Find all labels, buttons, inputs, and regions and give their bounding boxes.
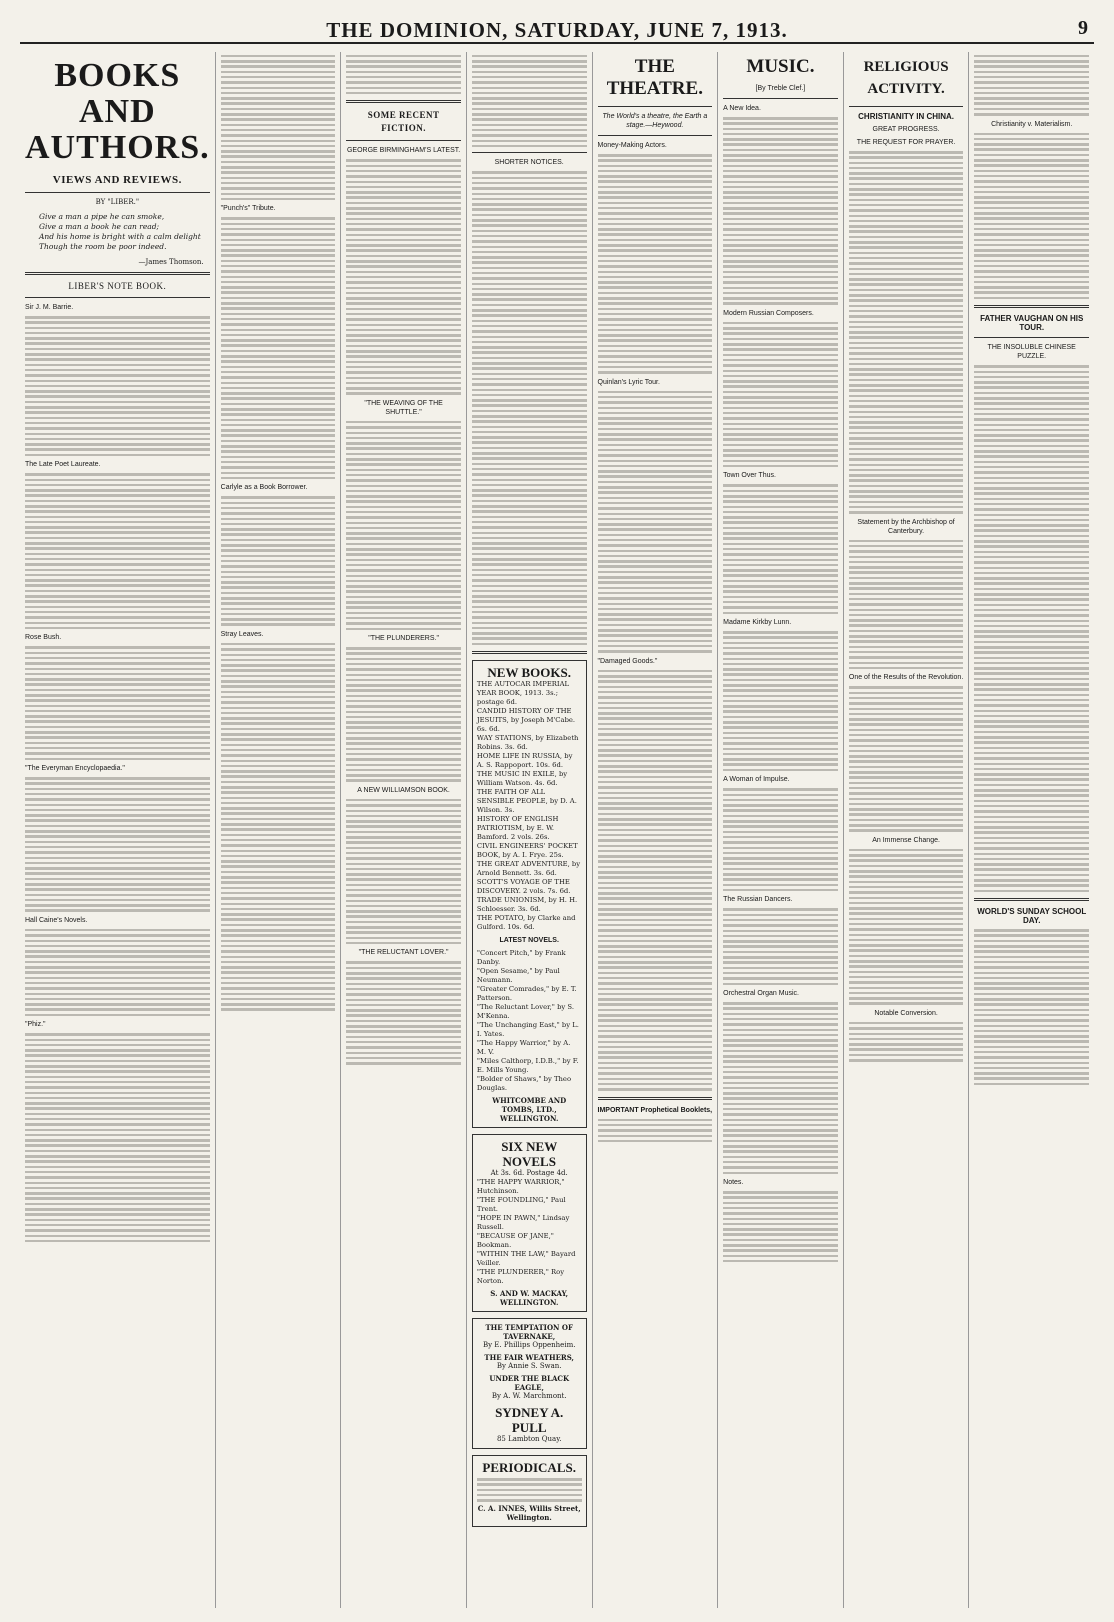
article-subhead: Hall Caine's Novels. (25, 916, 88, 924)
article-text (346, 647, 461, 782)
article-text (25, 646, 210, 760)
article-text (723, 908, 838, 985)
book-listing: THE POTATO, by Clarke and Gulford. 10s. 6d. (476, 914, 576, 932)
poem-line: Though the room be poor indeed. (39, 242, 167, 251)
book-listing: HISTORY OF ENGLISH PATRIOTISM, by E. W. Bamford. 2 vols. 26s. (476, 815, 559, 842)
new-books-ad (472, 660, 587, 1128)
novel-listing: "Miles Calthorp, I.D.B.," by F. E. Mills Young. (476, 1057, 579, 1075)
fiction-item-head: "THE RELUCTANT LOVER." (358, 949, 449, 957)
sydney-pull-name: SYDNEY A. PULL (495, 1405, 564, 1436)
novel-listing: "Open Sesame," by Paul Neumann. (476, 967, 560, 985)
article-subhead: An Immense Change. (872, 836, 940, 844)
sunday-school-heading: WORLD'S SUNDAY SCHOOL DAY. (977, 907, 1087, 926)
prophetical-ad: IMPORTANT Prophetical Booklets, (597, 1106, 713, 1114)
article-text (974, 133, 1089, 300)
article-subhead: "Phiz." (25, 1021, 46, 1029)
article-text (472, 171, 587, 645)
article-text (25, 316, 210, 456)
six-novels-ad (472, 1134, 587, 1312)
article-text (25, 929, 210, 1016)
article-text (598, 154, 713, 374)
article-subhead: A New Idea. (723, 105, 761, 112)
fiction-item-head: "THE PLUNDERERS." (368, 635, 439, 643)
article-text (221, 643, 336, 1011)
books-byline: BY "LIBER." (95, 198, 140, 206)
latest-novels-head: LATEST NOVELS. (499, 937, 559, 945)
article-text (723, 117, 838, 305)
religious-subheading-2: GREAT PROGRESS. (872, 126, 940, 133)
article-text (849, 1022, 964, 1062)
novel-listing: "WITHIN THE LAW," Bayard Veiller. (476, 1250, 576, 1268)
books-subheading: VIEWS AND REVIEWS. (52, 174, 182, 186)
article-subhead: "The Everyman Encyclopaedia." (25, 765, 125, 773)
column-4 (467, 52, 593, 1608)
column-1 (20, 52, 216, 1608)
article-subhead: The Russian Dancers. (723, 896, 793, 904)
fiction-subheading: GEORGE BIRMINGHAM'S LATEST. (346, 147, 461, 155)
article-subhead: Stray Leaves. (220, 630, 264, 638)
ad-title: THE FAIR WEATHERS, (484, 1353, 574, 1363)
novel-listing: "THE FOUNDLING," Paul Trent. (476, 1196, 566, 1214)
book-listing: CANDID HISTORY OF THE JESUITS, by Joseph M'Cabe. 6s. 6d. (476, 707, 576, 734)
article-subhead: Orchestral Organ Music. (723, 990, 799, 998)
article-text (472, 55, 587, 148)
novel-listing: "BECAUSE OF JANE," Bookman. (476, 1232, 554, 1250)
article-text (346, 421, 461, 630)
article-subhead: Rose Bush. (25, 634, 62, 642)
novel-listing: "Concert Pitch," by Frank Danby. (476, 949, 566, 967)
article-subhead: Statement by the Archbishop of Canterbury. (857, 518, 955, 535)
epigraph-poem (25, 212, 210, 252)
book-listing: THE FAITH OF ALL SENSIBLE PEOPLE, by D. A. Wilson. 3s. (476, 788, 577, 815)
masthead (20, 14, 1094, 44)
article-subhead: Notable Conversion. (874, 1009, 938, 1017)
fiction-item-head: "THE WEAVING OF THE SHUTTLE." (364, 399, 443, 416)
book-listing: TRADE UNIONISM, by H. H. Schloesser. 3s. 6d. (476, 896, 578, 914)
column-5 (593, 52, 719, 1608)
article-text (849, 686, 964, 832)
article-text (598, 1119, 713, 1143)
theatre-epigraph: The World's a theatre, the Earth a stage.—Heywood. (602, 113, 708, 129)
article-text (25, 1033, 210, 1242)
book-listing: SCOTT'S VOYAGE OF THE DISCOVERY. 2 vols. 7s. 6d. (476, 878, 571, 896)
fiction-heading: SOME RECENT FICTION. (367, 110, 440, 134)
article-subhead: Money-Making Actors. (597, 142, 667, 149)
article-subhead: Madame Kirkby Lunn. (723, 619, 792, 627)
article-text (346, 961, 461, 1064)
religious-heading: RELIGIOUS ACTIVITY. (863, 59, 949, 97)
article-text (974, 55, 1089, 116)
six-novels-price: At 3s. 6d. Postage 4d. (490, 1169, 568, 1178)
shorter-notices-heading: SHORTER NOTICES. (494, 159, 564, 167)
ad-author: By E. Phillips Oppenheim. (482, 1341, 576, 1350)
music-byline: [By Treble Clef.] (755, 85, 806, 92)
novel-listing: "THE HAPPY WARRIOR," Hutchinson. (476, 1178, 565, 1196)
article-subhead: Christianity v. Materialism. (991, 120, 1073, 128)
book-listing: CIVIL ENGINEERS' POCKET BOOK, by A. I. Frye. 25s. (476, 842, 578, 860)
fiction-item-head: A NEW WILLIAMSON BOOK. (357, 786, 450, 794)
periodicals-ad (472, 1455, 587, 1527)
novel-listing: "HOPE IN PAWN," Lindsay Russell. (476, 1214, 570, 1232)
page-number: 9 (1078, 17, 1088, 39)
books-heading: BOOKS AND AUTHORS. (25, 57, 210, 166)
religious-subheading: CHRISTIANITY IN CHINA. (858, 112, 954, 121)
ad-author: By Annie S. Swan. (496, 1362, 562, 1371)
poem-line: And his home is bright with a calm delight (39, 232, 201, 241)
poem-attribution: —James Thomson. (138, 258, 204, 266)
novel-listing: "Bolder of Shaws," by Theo Douglas. (476, 1075, 572, 1093)
article-text (974, 365, 1089, 892)
article-subhead: The Late Poet Laureate. (25, 461, 101, 469)
article-text (849, 540, 964, 670)
article-subhead: Quinlan's Lyric Tour. (597, 378, 660, 386)
article-text (221, 217, 336, 479)
article-subhead: Town Over Thus. (723, 472, 776, 480)
new-books-head: NEW BOOKS. (487, 665, 571, 681)
column-3 (341, 52, 467, 1608)
article-text (849, 151, 964, 514)
book-listing: THE MUSIC IN EXILE, by William Watson. 4s. 6d. (476, 770, 568, 788)
article-text (723, 484, 838, 614)
column-2 (216, 52, 342, 1608)
column-7 (844, 52, 970, 1608)
article-text (723, 1191, 838, 1262)
innes-address: C. A. INNES, Willis Street, Wellington. (477, 1504, 581, 1523)
music-heading: MUSIC. (746, 56, 815, 77)
article-text (598, 391, 713, 653)
book-listing: THE GREAT ADVENTURE, by Arnold Bennett. 3s. 6d. (476, 860, 581, 878)
article-text (25, 777, 210, 912)
article-text (221, 496, 336, 626)
book-listing: HOME LIFE IN RUSSIA, by A. S. Rappoport. 10s. 6d. (476, 752, 573, 770)
article-subhead: Sir J. M. Barrie. (25, 304, 74, 311)
theatre-heading: THE THEATRE. (606, 56, 703, 99)
article-subhead: One of the Results of the Revolution. (848, 674, 964, 682)
article-text (723, 788, 838, 891)
article-text (346, 799, 461, 945)
poem-line: Give a man a book he can read; (39, 222, 160, 231)
page-columns (20, 52, 1094, 1608)
periodicals-head: PERIODICALS. (482, 1460, 576, 1476)
oppenheim-ad (472, 1318, 587, 1449)
column-6 (718, 52, 844, 1608)
article-text (598, 670, 713, 1091)
article-text (346, 55, 461, 95)
article-subhead: A Woman of Impulse. (723, 776, 790, 784)
article-text (221, 55, 336, 201)
novel-listing: "The Unchanging East," by L. I. Yates. (476, 1021, 579, 1039)
article-text (346, 159, 461, 395)
sydney-pull-address: 85 Lambton Quay. (496, 1435, 562, 1444)
ad-title: UNDER THE BLACK EAGLE, (489, 1374, 570, 1393)
novel-listing: "The Reluctant Lover," by S. M'Kenna. (476, 1003, 575, 1021)
article-subhead: Notes. (723, 1179, 744, 1187)
newspaper-title: THE DOMINION, SATURDAY, JUNE 7, 1913. (326, 18, 788, 42)
six-novels-head: SIX NEW NOVELS (501, 1139, 558, 1170)
book-listing: THE AUTOCAR IMPERIAL YEAR BOOK, 1913. 3s.; postage 6d. (476, 680, 570, 707)
poem-line: Give a man a pipe he can smoke, (39, 212, 165, 221)
article-text (849, 849, 964, 1005)
bookseller-name: WHITCOMBE AND TOMBS, LTD., WELLINGTON. (492, 1096, 567, 1124)
ad-title: THE TEMPTATION OF TAVERNAKE, (485, 1323, 573, 1342)
article-subhead: Modern Russian Composers. (723, 309, 814, 317)
novel-listing: "The Happy Warrior," by A. M. V. (476, 1039, 571, 1057)
article-text (974, 929, 1089, 1085)
article-subhead: "Damaged Goods." (597, 657, 658, 665)
column-8 (969, 52, 1094, 1608)
novel-listing: "Greater Comrades," by E. T. Patterson. (476, 985, 577, 1003)
article-text (723, 631, 838, 771)
article-subhead: "Punch's" Tribute. (220, 205, 276, 213)
article-subhead: Carlyle as a Book Borrower. (220, 484, 308, 492)
vaughan-heading: FATHER VAUGHAN ON HIS TOUR. (980, 314, 1084, 333)
notebook-heading: LIBER'S NOTE BOOK. (68, 281, 167, 291)
ad-author: By A. W. Marchmont. (491, 1392, 567, 1401)
article-text (723, 322, 838, 468)
bookseller-name: S. AND W. MACKAY, WELLINGTON. (490, 1289, 569, 1308)
vaughan-subheading: THE INSOLUBLE CHINESE PUZZLE. (987, 344, 1076, 361)
religious-subheading-3: THE REQUEST FOR PRAYER. (856, 139, 956, 146)
article-text (723, 1002, 838, 1174)
novel-listing: "THE PLUNDERER," Roy Norton. (476, 1268, 565, 1286)
article-text (25, 473, 210, 629)
book-listing: WAY STATIONS, by Elizabeth Robins. 3s. 6d. (476, 734, 579, 752)
